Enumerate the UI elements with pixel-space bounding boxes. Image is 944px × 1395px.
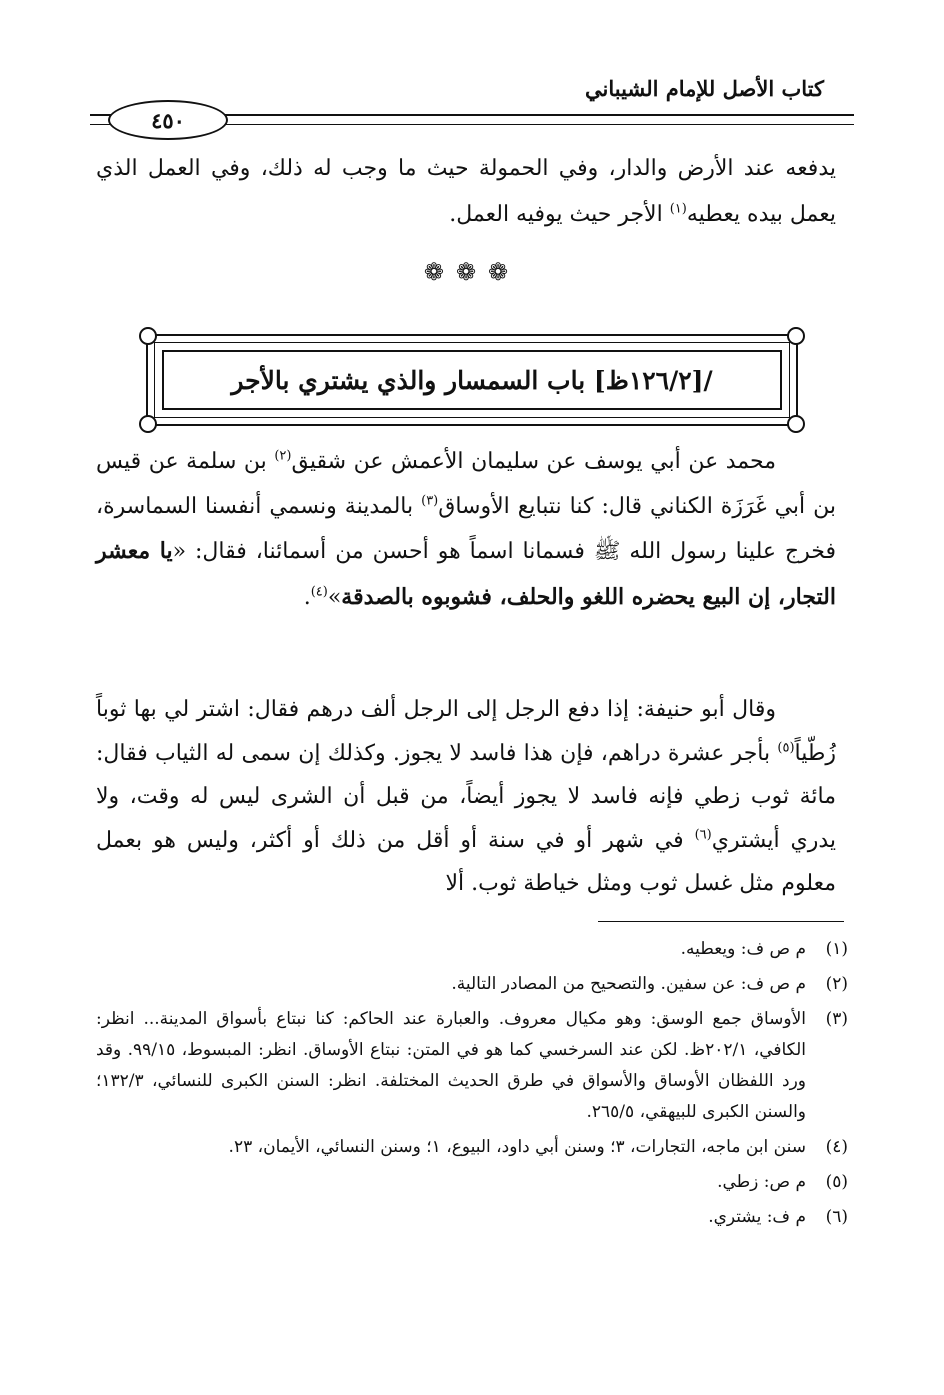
paragraph-2-text-b: بن سلمة عن قيس بن أبي غَرَزَة الكناني قال: كنا نتبايع الأوساق <box>96 449 836 519</box>
footnote <box>96 1167 848 1198</box>
paragraph-3-text-b: بأجر عشرة دراهم، فإن هذا فاسد لا يجوز. وكذلك إن سمى له الثياب فقال: مائة ثوب زطي فإنه فاسد لا يجوز أيضاً، من قبل أن الشرى ليس له وقت، ولا يدري أيشتري <box>96 740 836 853</box>
footnote-ref-3: (٣) <box>421 493 439 509</box>
footnote-number: (٣) <box>825 1009 848 1029</box>
chapter-title-box <box>146 334 798 426</box>
footnote-number: (٦) <box>825 1207 848 1227</box>
footnote-text: سنن ابن ماجه، التجارات، ٣؛ وسنن أبي داود، البيوع، ١؛ وسنن النسائي، الأيمان، ٢٣. <box>228 1137 806 1157</box>
paragraph-2-text-a: محمد عن أبي يوسف عن سليمان الأعمش عن شقيق <box>291 449 776 474</box>
page-number: ٤٥٠ <box>108 100 228 140</box>
footnote <box>96 1004 848 1128</box>
paragraph-1 <box>96 146 836 238</box>
footnote-separator <box>598 921 844 922</box>
footnote <box>96 1132 848 1163</box>
footnote-ref-1: (١) <box>669 201 687 217</box>
footnote <box>96 969 848 1000</box>
footnote <box>96 934 848 965</box>
paragraph-2-text-c: بالمدينة ونسمي أنفسنا السماسرة، فخرج علينا رسول الله ﷺ فسمانا اسماً هو أحسن من أسمائنا، فقال: « <box>96 493 836 564</box>
footnote <box>96 1202 848 1233</box>
footnote-ref-5: (٥) <box>777 740 795 756</box>
frame-corner-ornament <box>787 327 805 345</box>
chapter-title-inner <box>162 350 782 410</box>
footnote-text: م ص ف: ويعطيه. <box>680 939 806 959</box>
running-title: كتاب الأصل للإمام الشيباني <box>585 76 824 101</box>
quote-close: » <box>327 584 342 610</box>
footnote-ref-6: (٦) <box>694 827 712 843</box>
paragraph-1-text: يدفعه عند الأرض والدار، وفي الحمولة حيث ما وجب له ذلك، وفي العمل الذي يعمل بيده يعطيه <box>96 156 836 227</box>
paragraph-3 <box>96 688 836 906</box>
hadith-quote: يا معشر التجار، إن البيع يحضره اللغو والحلف، فشوبوه بالصدقة <box>96 538 836 610</box>
footnote-text: الأوساق جمع الوسق: وهو مكيال معروف. والعبارة عند الحاكم: كنا نبتاع بأسواق المدينة... انظر: الكافي، ٢٠٢/١ظ. لكن عند السرخسي كما هو في المتن: نبتاع الأوساق. انظر: المبسوط، ٩٩/١٥. وقد ورد اللفظان الأوساق والأسواق في طرق الحديث المختلفة. انظر: السنن الكبرى للنسائي، ١٣٢/٣؛ والسنن الكبرى للبيهقي، ٢٦٥/٥. <box>96 1009 806 1122</box>
footnote-text: م ص: زطي. <box>717 1172 806 1192</box>
ornament-separator: ❁❁❁ <box>423 258 521 286</box>
paragraph-1-text-end: الأجر حيث يوفيه العمل. <box>449 202 670 227</box>
footnote-text: م ف: يشتري. <box>708 1207 806 1227</box>
paragraph-3-text-c: في شهر أو في سنة أو أقل من ذلك أو أكثر، وليس هو بعمل معلوم مثل غسل ثوب ومثل خياطة ثوب. ألا <box>96 827 836 896</box>
frame-corner-ornament <box>139 415 157 433</box>
footnote-number: (٥) <box>825 1172 848 1192</box>
frame-corner-ornament <box>787 415 805 433</box>
footnote-ref-4: (٤) <box>310 584 328 600</box>
footnotes <box>96 934 848 1237</box>
footnote-ref-2: (٢) <box>274 448 292 464</box>
footnote-number: (٢) <box>825 974 848 994</box>
frame-corner-ornament <box>139 327 157 345</box>
paragraph-2-end: . <box>303 584 311 610</box>
footnote-text: م ص ف: عن سفين. والتصحيح من المصادر التالية. <box>451 974 806 994</box>
paragraph-2 <box>96 440 836 620</box>
paragraph-3-text-a: وقال أبو حنيفة: إذا دفع الرجل إلى الرجل ألف درهم فقال: اشتر لي بها ثوباً زُطّياً <box>96 697 836 766</box>
footnote-number: (٤) <box>825 1137 848 1157</box>
footnote-number: (١) <box>825 939 848 959</box>
chapter-title: /[١٢٦/٢ظ] باب السمسار والذي يشتري بالأجر <box>231 365 713 395</box>
